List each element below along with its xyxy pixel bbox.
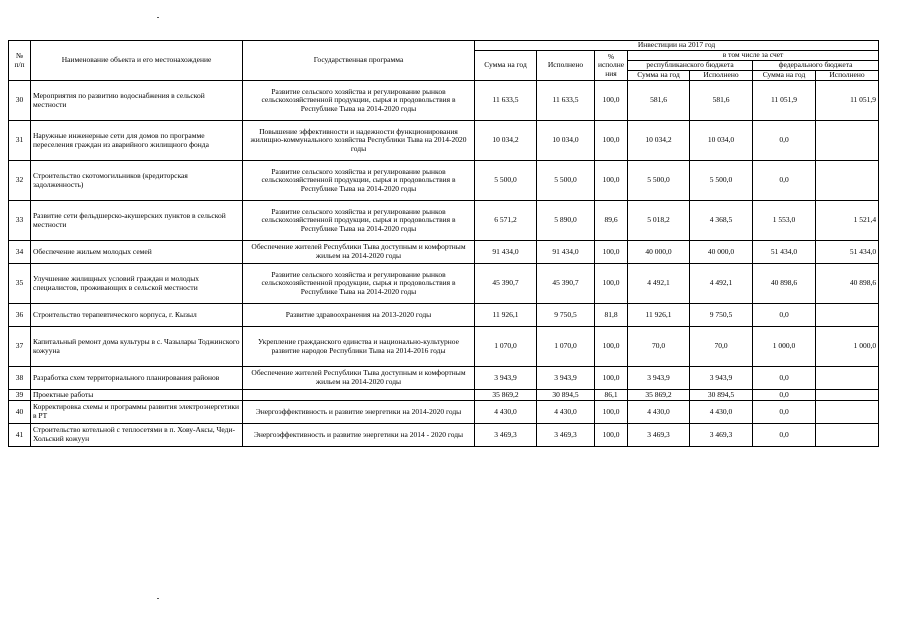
cell-fed-done [816,424,879,447]
cell-program-name: Развитие здравоохранения на 2013-2020 годы [243,304,475,327]
cell-program-name: Развитие сельского хозяйства и регулирование рынков сельскохозяйственной продукции, сырья и продовольствия в Республике Тыва на 2014-2020 годы [243,161,475,201]
cell-percent: 100,0 [595,367,628,390]
cell-object-name: Наружные инженерные сети для домов по программе переселения граждан из аварийного жилищного фонда [31,121,243,161]
cell-program-name [243,390,475,401]
table-row [9,401,879,424]
cell-fed-sum: 0,0 [753,401,816,424]
cell-fed-sum: 0,0 [753,304,816,327]
cell-object-name: Корректировка схемы и программы развития электроэнергетики в РТ [31,401,243,424]
cell-object-name: Строительство скотомогильников (кредиторская задолженность) [31,161,243,201]
cell-done: 5 500,0 [537,161,595,201]
header-fed-done: Исполнено [816,71,879,81]
table-row [9,264,879,304]
cell-fed-done [816,390,879,401]
cell-row-number: 31 [9,121,31,161]
cell-sum-year: 5 500,0 [475,161,537,201]
cell-program-name: Развитие сельского хозяйства и регулирование рынков сельскохозяйственной продукции, сырья и продовольствия в Республике Тыва на 2014-2020 годы [243,81,475,121]
cell-fed-sum: 40 898,6 [753,264,816,304]
cell-sum-year: 3 943,9 [475,367,537,390]
table-row [9,201,879,241]
cell-rep-done: 5 500,0 [690,161,753,201]
cell-fed-sum: 0,0 [753,367,816,390]
cell-percent: 100,0 [595,401,628,424]
cell-done: 5 890,0 [537,201,595,241]
table-row [9,367,879,390]
cell-rep-done: 70,0 [690,327,753,367]
cell-object-name: Обеспечение жильем молодых семей [31,241,243,264]
cell-rep-done: 30 894,5 [690,390,753,401]
cell-rep-done: 4 492,1 [690,264,753,304]
cell-program-name: Развитие сельского хозяйства и регулирование рынков сельскохозяйственной продукции, сырья и продовольствия в Республике Тыва на 2014-2020 годы [243,201,475,241]
cell-fed-done [816,161,879,201]
cell-program-name: Энергоэффективность и развитие энергетики на 2014-2020 годы [243,401,475,424]
cell-fed-sum: 51 434,0 [753,241,816,264]
cell-percent: 100,0 [595,81,628,121]
cell-rep-done: 40 000,0 [690,241,753,264]
header-incl: в том числе за счет [628,51,879,61]
cell-sum-year: 11 926,1 [475,304,537,327]
cell-row-number: 32 [9,161,31,201]
cell-sum-year: 4 430,0 [475,401,537,424]
table-row [9,424,879,447]
cell-percent: 81,8 [595,304,628,327]
cell-percent: 100,0 [595,161,628,201]
cell-row-number: 37 [9,327,31,367]
cell-sum-year: 11 633,5 [475,81,537,121]
table-body [9,81,879,447]
cell-object-name: Развитие сети фельдшерско-акушерских пунктов в сельской местности [31,201,243,241]
table-row [9,161,879,201]
cell-fed-sum: 11 051,9 [753,81,816,121]
cell-fed-done: 1 000,0 [816,327,879,367]
cell-object-name: Строительство терапевтического корпуса, г. Кызыл [31,304,243,327]
cell-sum-year: 6 571,2 [475,201,537,241]
cell-row-number: 40 [9,401,31,424]
cell-rep-done: 9 750,5 [690,304,753,327]
cell-fed-done [816,367,879,390]
cell-fed-sum: 0,0 [753,121,816,161]
cell-sum-year: 3 469,3 [475,424,537,447]
table-row [9,304,879,327]
cell-percent: 86,1 [595,390,628,401]
cell-rep-sum: 3 469,3 [628,424,690,447]
cell-sum-year: 35 869,2 [475,390,537,401]
cell-object-name: Капитальный ремонт дома культуры в с. Чазылары Тоджинского кожууна [31,327,243,367]
cell-rep-sum: 581,6 [628,81,690,121]
cell-row-number: 30 [9,81,31,121]
header-sum-year: Сумма на год [475,51,537,81]
cell-row-number: 34 [9,241,31,264]
header-rep-budget: республиканского бюджета [628,61,753,71]
cell-rep-sum: 35 869,2 [628,390,690,401]
cell-fed-sum: 0,0 [753,390,816,401]
cell-row-number: 41 [9,424,31,447]
cell-fed-done: 1 521,4 [816,201,879,241]
header-fed-budget: федерального бюджета [753,61,879,71]
cell-done: 10 034,0 [537,121,595,161]
cell-program-name: Укрепление гражданского единства и национально-культурное развитие народов Республики Тыва на 2014-2016 годы [243,327,475,367]
cell-fed-sum: 1 000,0 [753,327,816,367]
header-program: Государственная программа [243,41,475,81]
header-rep-sum: Сумма на год [628,71,690,81]
cell-sum-year: 10 034,2 [475,121,537,161]
cell-done: 3 469,3 [537,424,595,447]
cell-fed-done [816,121,879,161]
cell-fed-sum: 1 553,0 [753,201,816,241]
cell-row-number: 38 [9,367,31,390]
cell-program-name: Энергоэффективность и развитие энергетики на 2014 - 2020 годы [243,424,475,447]
cell-done: 1 070,0 [537,327,595,367]
cell-row-number: 35 [9,264,31,304]
cell-rep-done: 4 368,5 [690,201,753,241]
cell-object-name: Улучшение жилищных условий граждан и молодых специалистов, проживающих в сельской местности [31,264,243,304]
cell-program-name: Обеспечение жителей Республики Тыва доступным и комфортным жильем на 2014-2020 годы [243,241,475,264]
cell-program-name: Обеспечение жителей Республики Тыва доступным и комфортным жильем на 2014-2020 годы [243,367,475,390]
cell-done: 4 430,0 [537,401,595,424]
cell-rep-sum: 10 034,2 [628,121,690,161]
cell-percent: 100,0 [595,264,628,304]
cell-sum-year: 91 434,0 [475,241,537,264]
table-row [9,327,879,367]
table-row [9,121,879,161]
cell-fed-done: 11 051,9 [816,81,879,121]
cell-done: 91 434,0 [537,241,595,264]
cell-sum-year: 45 390,7 [475,264,537,304]
cell-rep-done: 4 430,0 [690,401,753,424]
header-object: Наименование объекта и его местонахождение [31,41,243,81]
cell-program-name: Развитие сельского хозяйства и регулирование рынков сельскохозяйственной продукции, сырья и продовольствия в Республике Тыва на 2014-2020 годы [243,264,475,304]
cell-fed-done [816,401,879,424]
cell-fed-done: 40 898,6 [816,264,879,304]
cell-percent: 100,0 [595,424,628,447]
cell-row-number: 36 [9,304,31,327]
cell-rep-sum: 5 018,2 [628,201,690,241]
cell-rep-sum: 4 430,0 [628,401,690,424]
cell-rep-done: 581,6 [690,81,753,121]
header-fed-sum: Сумма на год [753,71,816,81]
cell-done: 9 750,5 [537,304,595,327]
cell-row-number: 39 [9,390,31,401]
header-pct: % исполне ния [595,51,628,81]
cell-sum-year: 1 070,0 [475,327,537,367]
cell-rep-done: 3 469,3 [690,424,753,447]
cell-fed-done [816,304,879,327]
cell-fed-sum: 0,0 [753,161,816,201]
cell-rep-sum: 5 500,0 [628,161,690,201]
cell-percent: 89,6 [595,201,628,241]
cell-object-name: Мероприятия по развитию водоснабжения в сельской местности [31,81,243,121]
cell-done: 30 894,5 [537,390,595,401]
cell-done: 45 390,7 [537,264,595,304]
cell-program-name: Повышение эффективности и надежности функционирования жилищно-коммунального хозяйства Республики Тыва на 2014-2020 годы [243,121,475,161]
table-row [9,81,879,121]
cell-row-number: 33 [9,201,31,241]
cell-percent: 100,0 [595,121,628,161]
cell-object-name: Разработка схем территориального планирования районов [31,367,243,390]
cell-rep-done: 10 034,0 [690,121,753,161]
table-row [9,390,879,401]
cell-object-name: Проектные работы [31,390,243,401]
cell-rep-sum: 3 943,9 [628,367,690,390]
header-rep-done: Исполнено [690,71,753,81]
cell-done: 3 943,9 [537,367,595,390]
cell-percent: 100,0 [595,327,628,367]
cell-rep-sum: 40 000,0 [628,241,690,264]
header-done: Исполнено [537,51,595,81]
cell-rep-sum: 70,0 [628,327,690,367]
cell-rep-sum: 4 492,1 [628,264,690,304]
table-row [9,241,879,264]
cell-rep-done: 3 943,9 [690,367,753,390]
header-invest: Инвестиции на 2017 год [475,41,879,51]
cell-rep-sum: 11 926,1 [628,304,690,327]
cell-object-name: Строительство котельной с теплосетями в п. Хову-Аксы, Чеди-Хольский кожуун [31,424,243,447]
cell-fed-sum: 0,0 [753,424,816,447]
cell-percent: 100,0 [595,241,628,264]
header-num: № п/п [9,41,31,81]
investment-table [8,40,879,447]
scan-speck [157,17,159,18]
scan-speck [157,598,159,599]
cell-done: 11 633,5 [537,81,595,121]
cell-fed-done: 51 434,0 [816,241,879,264]
